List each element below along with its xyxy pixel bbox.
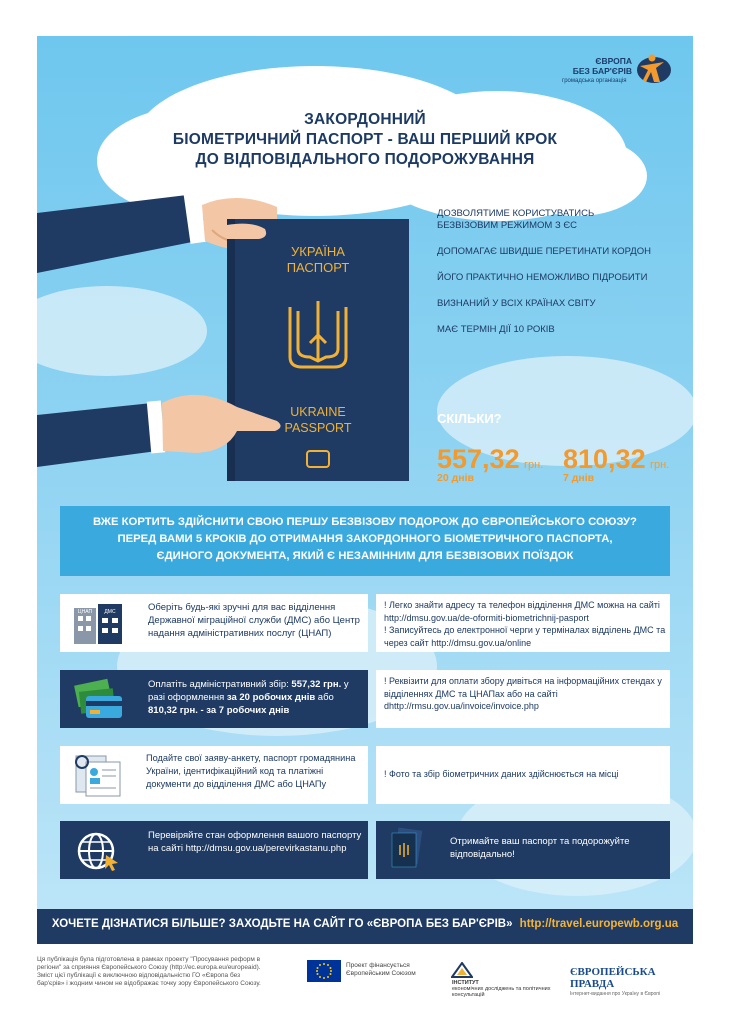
step-4: [60, 821, 670, 879]
price-express: [563, 444, 669, 484]
ep-logo-sub: Інтернет-видання про Україну в Європі: [570, 991, 661, 997]
title-line2: БІОМЕТРИЧНИЙ ПАСПОРТ - ВАШ ПЕРШИЙ КРОК: [172, 131, 558, 148]
feature-item: ЙОГО ПРАКТИЧНО НЕМОЖЛИВО ПІДРОБИТИ: [437, 272, 648, 283]
step-2-text: Оплатіть адміністративний збір: 557,32 грн. у разі оформлення за 20 робочих днів або 810,32 грн. - за 7 робочих днів: [148, 679, 349, 716]
ep-logo-text: ЄВРОПЕЙСЬКА ПРАВДА: [570, 966, 656, 990]
logo-line1: ЄВРОПА: [595, 56, 632, 66]
step-4-note: [376, 821, 670, 879]
step-2-note: [376, 670, 670, 728]
footer-link[interactable]: http://travel.europewb.org.ua: [519, 918, 679, 930]
institute-title: ІНСТИТУТ: [452, 980, 479, 986]
step-1: [60, 594, 670, 652]
step-3-text: Подайте свої заяву-анкету, паспорт громадянина України, ідентифікаційний код та платіжні документи до відділення ДМС або ЦНАПу: [146, 753, 356, 789]
ep-logo: [570, 966, 700, 997]
features-list: [437, 208, 677, 350]
price-amount: 810,32: [563, 444, 646, 474]
logo: [554, 50, 684, 90]
passport-small-icon: [390, 827, 422, 873]
passport-ukraine-ua: УКРАЇНА: [291, 244, 345, 259]
step-1-note: [376, 594, 670, 652]
banner-line3: ЄДИНОГО ДОКУМЕНТА, ЯКИЙ Є НЕЗАМІННИМ ДЛЯ БЕЗВІЗОВИХ ПОЇЗДОК: [156, 550, 574, 562]
step-2: [60, 670, 670, 728]
logo-line2: БЕЗ БАР'ЄРІВ: [572, 66, 632, 76]
logo-figure-icon: [634, 52, 674, 86]
page-title: [150, 110, 580, 170]
passport-ukraine-en: UKRAINE: [290, 405, 346, 419]
buildings-icon: [72, 602, 124, 646]
price-days: 7 днів: [563, 472, 595, 484]
steps-banner: [60, 506, 670, 576]
feature-item: ДОЗВОЛЯТИМЕ КОРИСТУВАТИСЬ БЕЗВІЗОВИМ РЕЖИМОМ З ЄС: [437, 208, 595, 231]
step-3-card: [60, 746, 368, 804]
feature-item: ВИЗНАНИЙ У ВСІХ КРАЇНАХ СВІТУ: [437, 298, 596, 309]
logo-subtitle: громадська організація: [562, 78, 627, 84]
step-1-text: Оберіть будь-які зручні для вас відділення Державної міграційної служби (ДМС) або Центр надання адміністративних послуг (ЦНАП): [148, 602, 360, 639]
feature-item: МАЄ ТЕРМІН ДІЇ 10 РОКІВ: [437, 324, 555, 335]
step-4-card: [60, 821, 368, 879]
money-card-icon: [72, 678, 124, 722]
title-line3: ДО ВІДПОВІДАЛЬНОГО ПОДОРОЖУВАННЯ: [195, 151, 535, 168]
globe-cursor-icon: [72, 829, 124, 873]
price-standard: [437, 444, 543, 484]
price-amount: 557,32: [437, 444, 520, 474]
disclaimer: Ця публікація була підготовлена в рамках проекту "Просування реформ в регіони" за сприяння Європейського Союзу (http://ec.europa.eu/europeaid). Зміст цієї публікації є виключною відповідальністю ГО «Європа без бар'єрів» і жодним чином не відображає точку зору Європейського Союзу.: [37, 956, 261, 987]
eu-funding-text: Проект фінансується Європейським Союзом: [346, 962, 416, 977]
step-4-note-text: Отримайте ваш паспорт та подорожуйте відповідально!: [450, 836, 630, 860]
institute-sub: економічних досліджень та політичних консультацій: [452, 986, 551, 998]
institute-logo-icon: [451, 962, 473, 978]
pricing-heading: СКІЛЬКИ?: [437, 411, 502, 426]
building-label-cnap: ЦНАП: [77, 609, 93, 615]
footer-bar: [37, 909, 693, 944]
institute-text: [452, 980, 562, 998]
passport-passport-en: PASSPORT: [284, 421, 352, 435]
upper-sleeve: [37, 195, 197, 273]
title-line1: ЗАКОРДОННИЙ: [304, 111, 426, 128]
step-1-card: [60, 594, 368, 652]
step-3-note-text: ! Фото та збір біометричних даних здійснюється на місці: [384, 769, 619, 779]
feature-item: ДОПОМАГАЄ ШВИДШЕ ПЕРЕТИНАТИ КОРДОН: [437, 246, 651, 257]
passport-passport-ua: ПАСПОРТ: [286, 260, 350, 275]
eu-flag-icon: [307, 960, 341, 982]
step-3: [60, 746, 670, 804]
building-label-dms: ДМС: [104, 609, 116, 615]
step-1-note-2: ! Записуйтесь до електронної черги у терміналах відділень ДМС та через сайт http://dmsu.gov.ua/online: [384, 625, 666, 648]
step-4-text: Перевіряйте стан оформлення вашого паспорту на сайті http://dmsu.gov.ua/perevirkastanu.php: [148, 830, 362, 854]
price-currency: грн.: [524, 459, 544, 471]
passport-bottom-text: [227, 404, 409, 436]
passport-top-text: [227, 244, 409, 276]
step-2-card: [60, 670, 368, 728]
banner-line2: ПЕРЕД ВАМИ 5 КРОКІВ ДО ОТРИМАННЯ ЗАКОРДОННОГО БІОМЕТРИЧНОГО ПАСПОРТА,: [117, 533, 613, 545]
passport-illustration: [37, 185, 437, 495]
price-currency: грн.: [650, 459, 670, 471]
step-2-note-text: ! Реквізити для оплати збору дивіться на інформаційних стендах у відділеннях ДМС та ЦНАПах або на сайті dhttp://rmsu.gov.ua/invoice/invoice.php: [384, 676, 662, 711]
footer-text: ХОЧЕТЕ ДІЗНАТИСЯ БІЛЬШЕ? ЗАХОДЬТЕ НА САЙТ ГО «ЄВРОПА БЕЗ БАР'ЄРІВ»: [51, 918, 513, 930]
price-days: 20 днів: [437, 472, 474, 484]
documents-icon: [72, 754, 124, 798]
banner-line1: ВЖЕ КОРТИТЬ ЗДІЙСНИТИ СВОЮ ПЕРШУ БЕЗВІЗОВУ ПОДОРОЖ ДО ЄВРОПЕЙСЬКОГО СОЮЗУ?: [93, 516, 637, 528]
step-3-note: [376, 746, 670, 804]
lower-sleeve: [37, 403, 157, 467]
step-1-note-1: ! Легко знайти адресу та телефон відділення ДМС можна на сайті http://dmsu.gov.ua/de-oformiti-biometrichnij-pasport: [384, 600, 660, 623]
